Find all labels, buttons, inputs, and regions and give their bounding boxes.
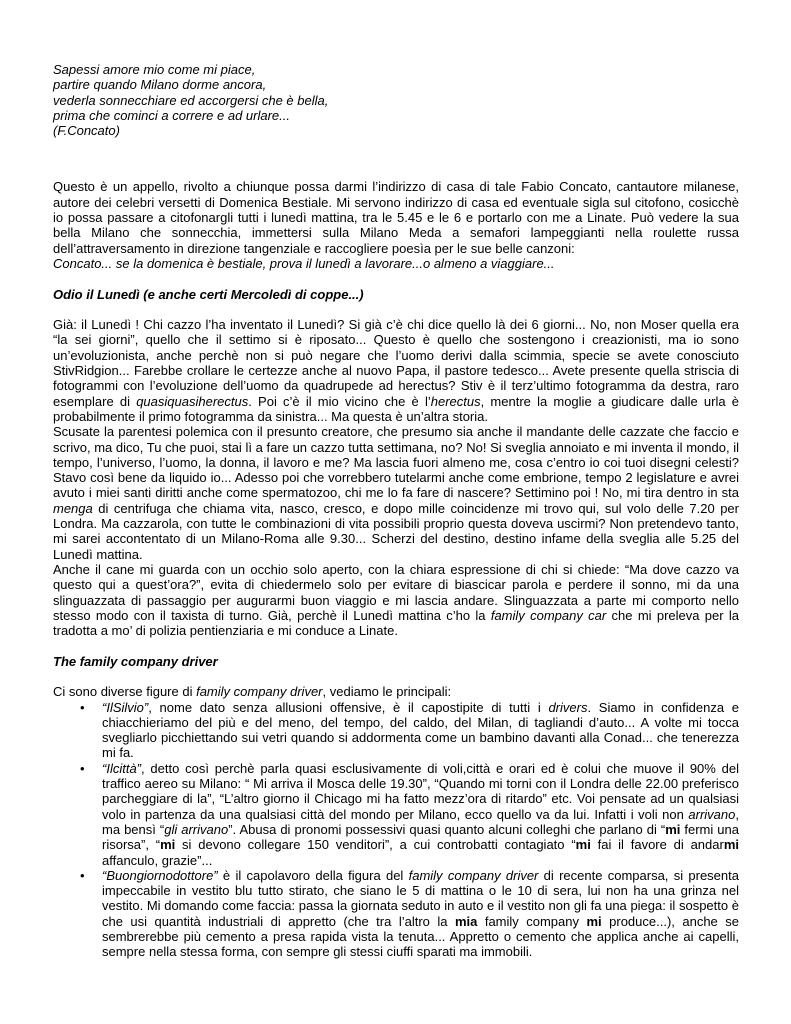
intro-quote xyxy=(53,256,739,271)
text-run: affanculo, grazie”... xyxy=(102,852,213,868)
bold-text: mi xyxy=(575,837,591,853)
list-item xyxy=(102,868,739,960)
text-run: di centrifuga che chiama vita, nasco, cresco, e dopo mille coincidenze mi trovo qui, sul volo delle 7.20 per Londra. Ma cazzarola, con tutte le combinazioni di vita possibili proprio questa doveva uscirmi? Non pretendevo tanto, mi sarei accontentato di un Milano-Roma alle 9.30... Scherzi del destino, destino infame della sveglia alle 5.25 del Lunedì mattina. xyxy=(53,500,739,562)
bold-text: mi xyxy=(586,913,602,929)
text-run: , detto così perchè parla quasi esclusivamente di voli,città e orari ed è colui che muove il 90% del traffico aereo su Milano: “ Mi arriva il Mosca delle 19.30”, “Quando mi torni con il Londra delle 22.00 preferisco parcheggiare di la”, “L’altro giorno il Chicago mi ha fatto mezz’ora di ritardo” etc. Voi pensate ad un qualsiasi volo in partenza da una qualsiasi città del mondo per Milano, ecco quello va da lui. Infatti i voli non xyxy=(102,760,739,822)
document-page xyxy=(53,62,739,960)
section-heading: Odio il Lunedì (e anche certi Mercoledì di coppe...) xyxy=(53,286,364,302)
text-run: Ci sono diverse figure di xyxy=(53,684,197,700)
text-run: fermi una risorsa”, “ xyxy=(102,821,739,853)
text-run: ”. Abusa di pronomi possessivi quasi quanto alcuni colleghi che parlano di “ xyxy=(228,821,666,837)
driver-list xyxy=(53,700,739,960)
epigraph-poem xyxy=(53,62,739,138)
list-item xyxy=(102,700,739,761)
body-paragraph xyxy=(53,424,739,562)
text-run: di recente comparsa, si presenta impeccabile in vestito blu tutto stirato, che siano le 5 di mattina o le 10 di sera, lui non ha una grinza nel vestito. Mi domando come faccia: passa la giornata seduto in auto e il vestito non gli fa una piega: il sospetto è che usi quantità industriali di appretto (che tra l’altro la xyxy=(102,867,739,929)
text-run: è il capolavoro della figura del xyxy=(217,867,409,883)
poem-line: prima che cominci a correre e ad urlare... xyxy=(53,107,290,123)
italic-text: Concato... se la domenica è bestiale, prova il lunedì a lavorare...o almeno a viaggiare... xyxy=(53,255,555,271)
italic-text: drivers xyxy=(548,699,588,715)
intro-paragraph xyxy=(53,179,739,255)
text-run: fai il favore di andar xyxy=(590,837,724,853)
body-paragraph xyxy=(53,684,739,699)
body-paragraph xyxy=(53,317,739,424)
section-heading: The family company driver xyxy=(53,653,218,669)
bold-text: mia xyxy=(454,913,478,929)
text-run: Scusate la parentesi polemica con il presunto creatore, che presumo sia anche il mandante delle cazzate che faccio e scrivo, ma dico, Tu che puoi, stai lì a fare un cazzo tutta settimana, no? No! Si sveglia annoiato e mi inventa il mondo, il tempo, l’universo, l’uomo, la donna, il lavoro e me? Ma lascia fuori almeno me, cosa c’entro io coi tuoi disegni celesti? Stavo così bene da liquido io... Adesso poi che vorrebbero tutelarmi anche come embrione, tempo 2 legislature e avrei avuto i miei santi diritti anche come spermatozoo, chi me lo fa fare di nascere? Settimino poi ! No, mi tira dentro in sta xyxy=(53,424,739,501)
italic-text: “Buongiornodottore” xyxy=(102,867,218,883)
italic-text: “Ilcittà” xyxy=(102,760,141,776)
poem-attribution: (F.Concato) xyxy=(53,123,120,139)
italic-text: menga xyxy=(53,500,93,516)
italic-text: quasiquasiherectus xyxy=(136,393,249,409)
italic-text: family company driver xyxy=(408,867,539,883)
bold-text: mi xyxy=(665,821,681,837)
bold-text: mi xyxy=(160,837,176,853)
text-run: Questo è un appello, rivolto a chiunque possa darmi l’indirizzo di casa di tale Fabio Concato, cantautore milanese, autore dei celebri versetti di Domenica Bestiale. Mi servono indirizzo di casa ed eventuale sigla sul citofono, cosicchè io possa passare a citofonargli tutti i lunedì mattina, tra le 5.45 e le 6 e portarlo con me a Linate. Può vedere la sua bella Milano che sonnecchia, immettersi sulla Milano Meda a semafori lampeggianti nella roulette russa dell’attraversamento in direzione tangenziale e raccogliere poesìa per le sue belle canzoni: xyxy=(53,179,739,256)
bold-text: mi xyxy=(723,837,739,853)
text-run: , nome dato senza allusioni offensive, è il capostipite di tutti i xyxy=(148,699,549,715)
list-item xyxy=(102,761,739,868)
text-run: che mi preleva per la tradotta a mo’ di polizia pentienziaria e mi conduce a Linate. xyxy=(53,607,740,639)
italic-text: arrivano xyxy=(688,806,736,822)
italic-text: herectus xyxy=(430,393,481,409)
text-run: . Poi c’è il mio vicino che è l’ xyxy=(248,393,431,409)
text-run: , vediamo le principali: xyxy=(322,684,452,700)
text-run: Già: il Lunedì ! Chi cazzo l’ha inventato il Lunedì? Si già c’è chi dice quello là dei 6 giorni... No, non Moser quella era “la sei giorni”, quello che il settimo si è riposato... Questo è quello che sostengono i creazionisti, ma io sono un’evoluzionista, anche perchè non si può negare che l’uomo derivi dalla scimmia, specie se avete conosciuto StivRidgion... Farebbe crollare le certezze anche al nuovo Papa, il pastore tedesco... Avete presente quella striscia di fotogrammi con l’evoluzione dell’uomo da quadrupede ad herectus? Stiv è il terz’ultimo fotogramma da destra, raro esemplare di xyxy=(53,317,739,409)
text-run: family company xyxy=(477,913,587,929)
italic-text: “IlSilvio” xyxy=(102,699,149,715)
poem-line: vederla sonnecchiare ed accorgersi che è bella, xyxy=(53,92,329,108)
text-run: , mentre la moglie a giudicare dalle urla è probabilmente il primo fotogramma da sinistra... Ma questa è un’altra storia. xyxy=(53,393,739,424)
text-run: Anche il cane mi guarda con un occhio solo aperto, con la chiara espressione di chi si chiede: “Ma dove cazzo va questo qui a quest’ora?”, evita di chiedermelo solo per evitare di biascicar parola e perdere il sonno, mi da una slinguazzata di passaggio per augurarmi buon viaggio e mi lascia andare. Slinguazzata a parte mi comporto nello stesso modo con il taxista di turno. Già, perchè il Lunedì mattina c’ho la xyxy=(53,561,739,623)
text-run: si devono collegare 150 venditori”, a cui controbatti contagiato “ xyxy=(175,837,576,853)
text-run: produce...), anche se sembrerebbe più cemento a presa rapida vista la tenuta... Appretto o cemento che applica anche ai capelli, sempre nella stessa forma, con sempre gli stessi ciuffi sparati ma immobili. xyxy=(102,913,739,960)
text-run: , ma bensì “ xyxy=(102,806,739,837)
italic-text: family company car xyxy=(490,607,607,623)
body-paragraph xyxy=(53,562,739,638)
italic-text: family company driver xyxy=(196,684,323,700)
poem-line: partire quando Milano dorme ancora, xyxy=(53,77,267,93)
italic-text: gli arrivano xyxy=(164,821,229,837)
text-run: . Siamo in confidenza e chiacchieriamo del più e del meno, del tempo, del caldo, del Milan, di tagliandi d’auto... A volte mi tocca svegliarlo picchiettando sui vetri quando si addormenta come un bambino davanti alla Conad... che tenerezza mi fa. xyxy=(102,699,739,761)
poem-line: Sapessi amore mio come mi piace, xyxy=(53,62,256,77)
